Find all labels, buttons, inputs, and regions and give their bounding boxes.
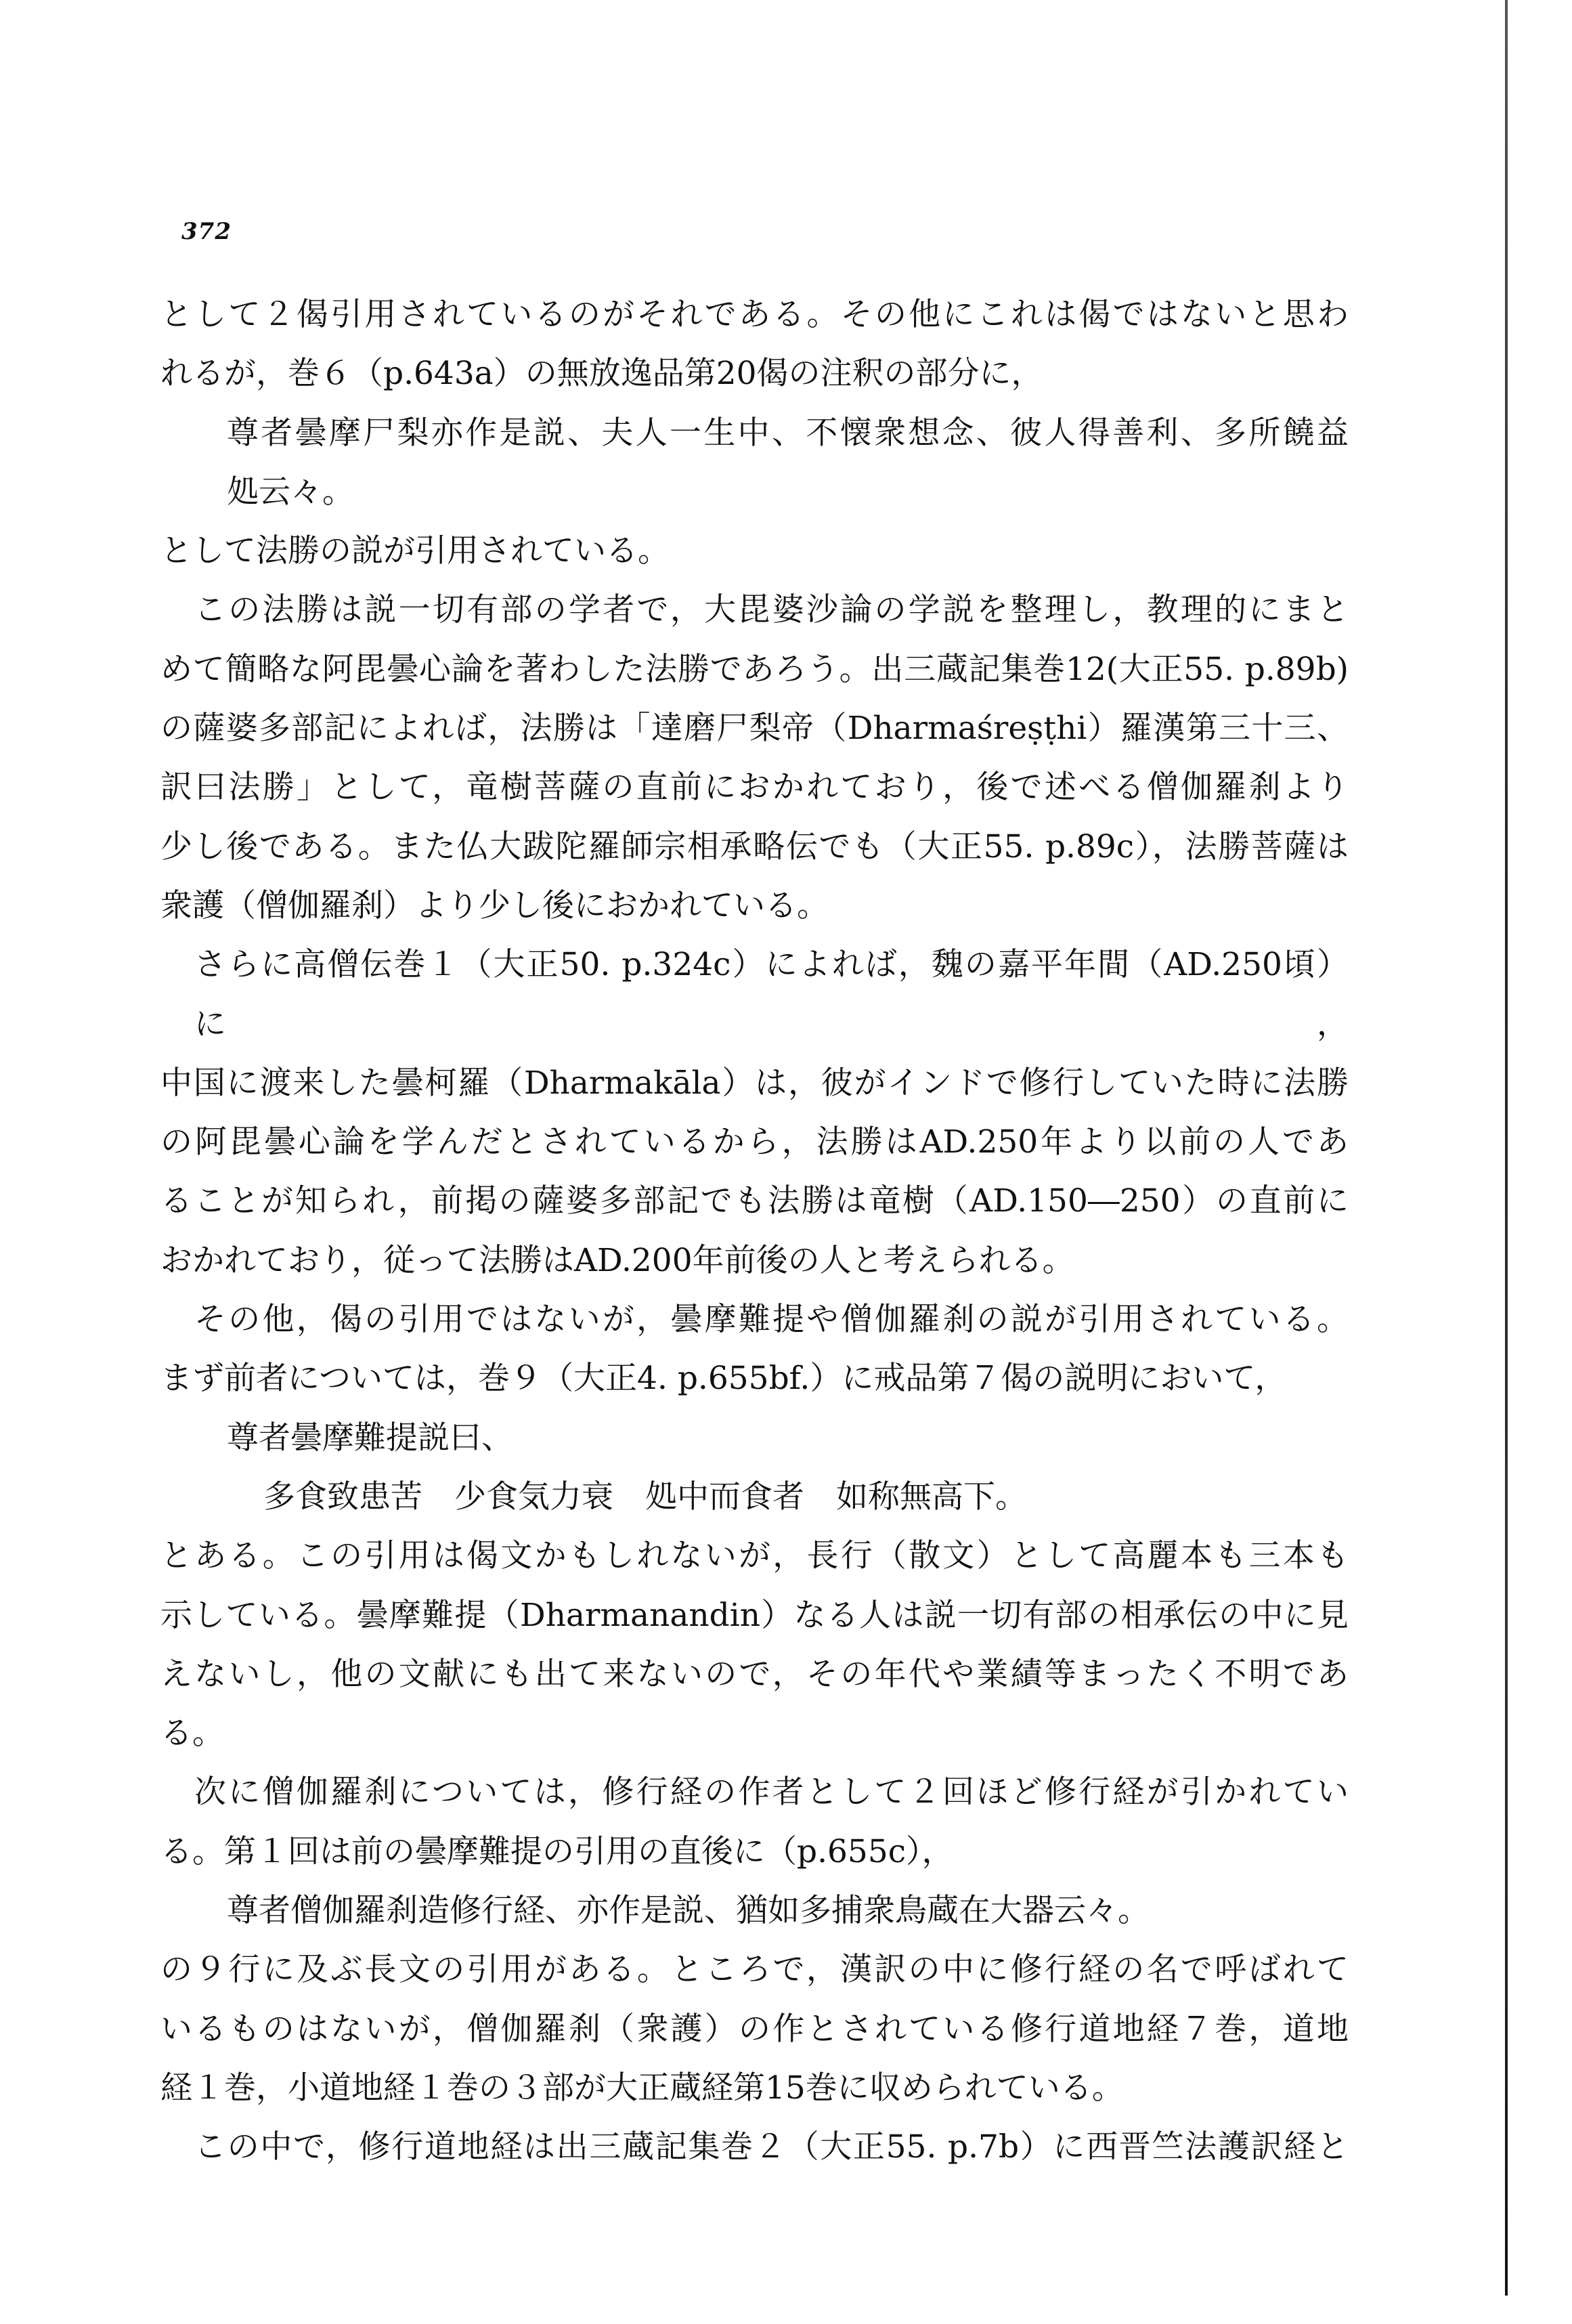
text-line: とある。この引用は偈文かもしれないが，長行（散文）として高麗本も三本も bbox=[160, 1537, 1349, 1575]
text-line: の阿毘曇心論を学んだとされているから，法勝はAD.250年より以前の人であ bbox=[160, 1123, 1349, 1161]
body-text bbox=[160, 285, 1349, 2177]
text-line: る。 bbox=[160, 1715, 224, 1752]
text-line: めて簡略な阿毘曇心論を著わした法勝であろう。出三蔵記集巻12(大正55. p.89b) bbox=[160, 650, 1349, 688]
text-line: の薩婆多部記によれば，法勝は「達磨尸梨帝（Dharmaśreṣṭhi）羅漢第三十三、 bbox=[160, 710, 1349, 748]
verse-line: 多食致患苦 少食気力衰 処中而食者 如称無高下。 bbox=[263, 1478, 1027, 1515]
paragraph-start: 次に僧伽羅刹については，修行経の作者として２回ほど修行経が引かれてい bbox=[194, 1773, 1349, 1811]
text-line: えないし，他の文献にも出て来ないので，その年代や業績等まったく不明であ bbox=[160, 1655, 1349, 1693]
text-line: れるが，巻６（p.643a）の無放逸品第20偈の注釈の部分に， bbox=[160, 355, 1043, 393]
paragraph-start: この法勝は説一切有部の学者で，大毘婆沙論の学説を整理し，教理的にまと bbox=[194, 591, 1349, 629]
text-line: 中国に渡来した曇柯羅（Dharmakāla）は，彼がインドで修行していた時に法勝 bbox=[160, 1064, 1349, 1102]
paragraph-start: さらに高僧伝巻１（大正50. p.324c）によれば，魏の嘉平年間（AD.250頃）に， bbox=[194, 946, 1349, 1043]
quotation-line: 処云々。 bbox=[227, 473, 354, 511]
text-line: 経１巻，小道地経１巻の３部が大正蔵経第15巻に収められている。 bbox=[160, 2069, 1124, 2107]
quotation-line: 尊者曇摩難提説曰、 bbox=[227, 1419, 513, 1457]
text-line: 示している。曇摩難提（Dharmanandin）なる人は説一切有部の相承伝の中に見 bbox=[160, 1596, 1349, 1634]
text-line: 訳曰法勝」として，竜樹菩薩の直前におかれており，後で述べる僧伽羅刹より bbox=[160, 769, 1349, 806]
text-line: おかれており，従って法勝はAD.200年前後の人と考えられる。 bbox=[160, 1241, 1074, 1279]
text-line: として法勝の説が引用されている。 bbox=[160, 532, 670, 570]
paragraph-start: その他，偈の引用ではないが，曇摩難提や僧伽羅刹の説が引用されている。 bbox=[194, 1301, 1349, 1339]
text-line: 衆護（僧伽羅刹）より少し後におかれている。 bbox=[160, 886, 829, 924]
text-line: の９行に及ぶ長文の引用がある。ところで，漢訳の中に修行経の名で呼ばれて bbox=[160, 1951, 1349, 1989]
quotation-line: 尊者僧伽羅刹造修行経、亦作是説、猶如多捕衆鳥蔵在大器云々。 bbox=[227, 1892, 1150, 1930]
text-line: ることが知られ，前掲の薩婆多部記でも法勝は竜樹（AD.150―250）の直前に bbox=[160, 1182, 1349, 1220]
quotation-line: 尊者曇摩尸梨亦作是説、夫人一生中、不懐衆想念、彼人得善利、多所饒益 bbox=[227, 414, 1349, 452]
page-number: 372 bbox=[181, 218, 232, 245]
text-line: まず前者については，巻９（大正4. p.655bf.）に戒品第７偈の説明において， bbox=[160, 1360, 1287, 1398]
paragraph-start: この中で，修行道地経は出三蔵記集巻２（大正55. p.7b）に西晋竺法護訳経と bbox=[194, 2128, 1349, 2166]
text-line: いるものはないが，僧伽羅刹（衆護）の作とされている修行道地経７巻，道地 bbox=[160, 2010, 1349, 2048]
page-edge-rule bbox=[1505, 0, 1508, 2296]
text-line: 少し後である。また仏大跋陀羅師宗相承略伝でも（大正55. p.89c），法勝菩薩は bbox=[160, 827, 1349, 865]
text-line: として２偈引用されているのがそれである。その他にこれは偈ではないと思わ bbox=[160, 296, 1349, 333]
text-line: る。第１回は前の曇摩難提の引用の直後に（p.655c）， bbox=[160, 1832, 954, 1870]
